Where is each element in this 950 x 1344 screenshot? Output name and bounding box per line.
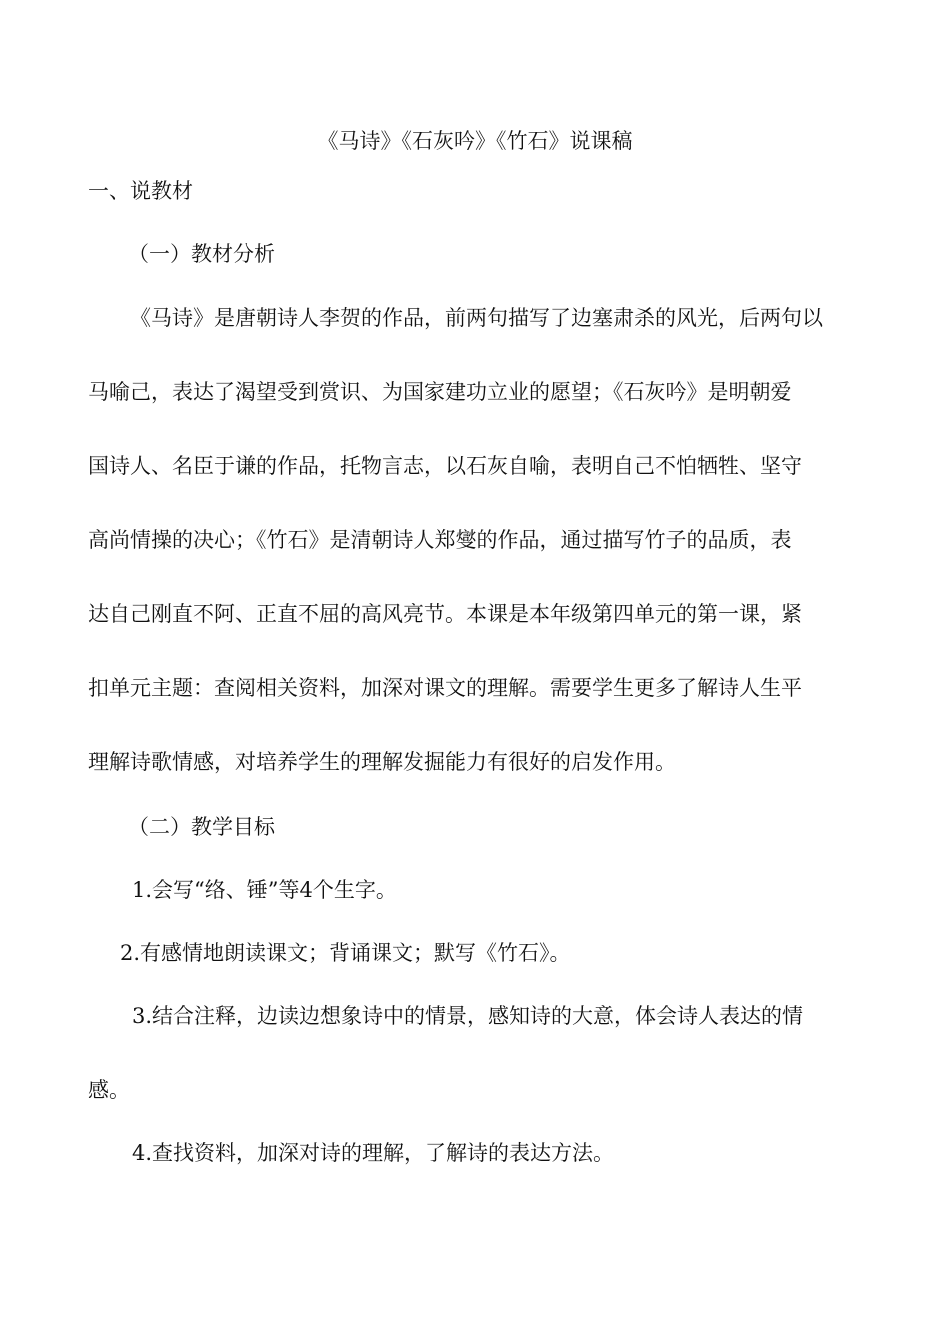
objective-item-continuation: 感。 xyxy=(88,1078,130,1102)
analysis-line: 马喻己，表达了渴望受到赏识、为国家建功立业的愿望；《石灰吟》是明朝爱 xyxy=(88,380,792,404)
objective-item: 3.结合注释，边读边想象诗中的情景，感知诗的大意，体会诗人表达的情 xyxy=(132,1004,804,1028)
analysis-line: 国诗人、名臣于谦的作品，托物言志，以石灰自喻，表明自己不怕牺牲、坚守 xyxy=(88,454,802,478)
subsection-heading-analysis: （一）教材分析 xyxy=(128,242,275,266)
analysis-line: 高尚情操的决心；《竹石》是清朝诗人郑燮的作品，通过描写竹子的品质，表 xyxy=(88,528,792,552)
analysis-line: 《马诗》是唐朝诗人李贺的作品，前两句描写了边塞肃杀的风光，后两句以 xyxy=(130,306,823,330)
objective-item: 2.有感情地朗读课文；背诵课文；默写《竹石》。 xyxy=(120,941,571,965)
analysis-line: 理解诗歌情感，对培养学生的理解发掘能力有很好的启发作用。 xyxy=(88,750,676,774)
section-heading-textbook: 一、说教材 xyxy=(88,179,193,203)
analysis-line: 扣单元主题：查阅相关资料，加深对课文的理解。需要学生更多了解诗人生平 xyxy=(88,676,802,700)
objective-item: 4.查找资料，加深对诗的理解，了解诗的表达方法。 xyxy=(132,1141,615,1165)
subsection-heading-objectives: （二）教学目标 xyxy=(128,815,275,839)
analysis-line: 达自己刚直不阿、正直不屈的高风亮节。本课是本年级第四单元的第一课，紧 xyxy=(88,602,802,626)
objective-item: 1.会写“络、锤”等4个生字。 xyxy=(132,878,397,902)
document-title: 《马诗》《石灰吟》《竹石》说课稿 xyxy=(317,129,633,153)
